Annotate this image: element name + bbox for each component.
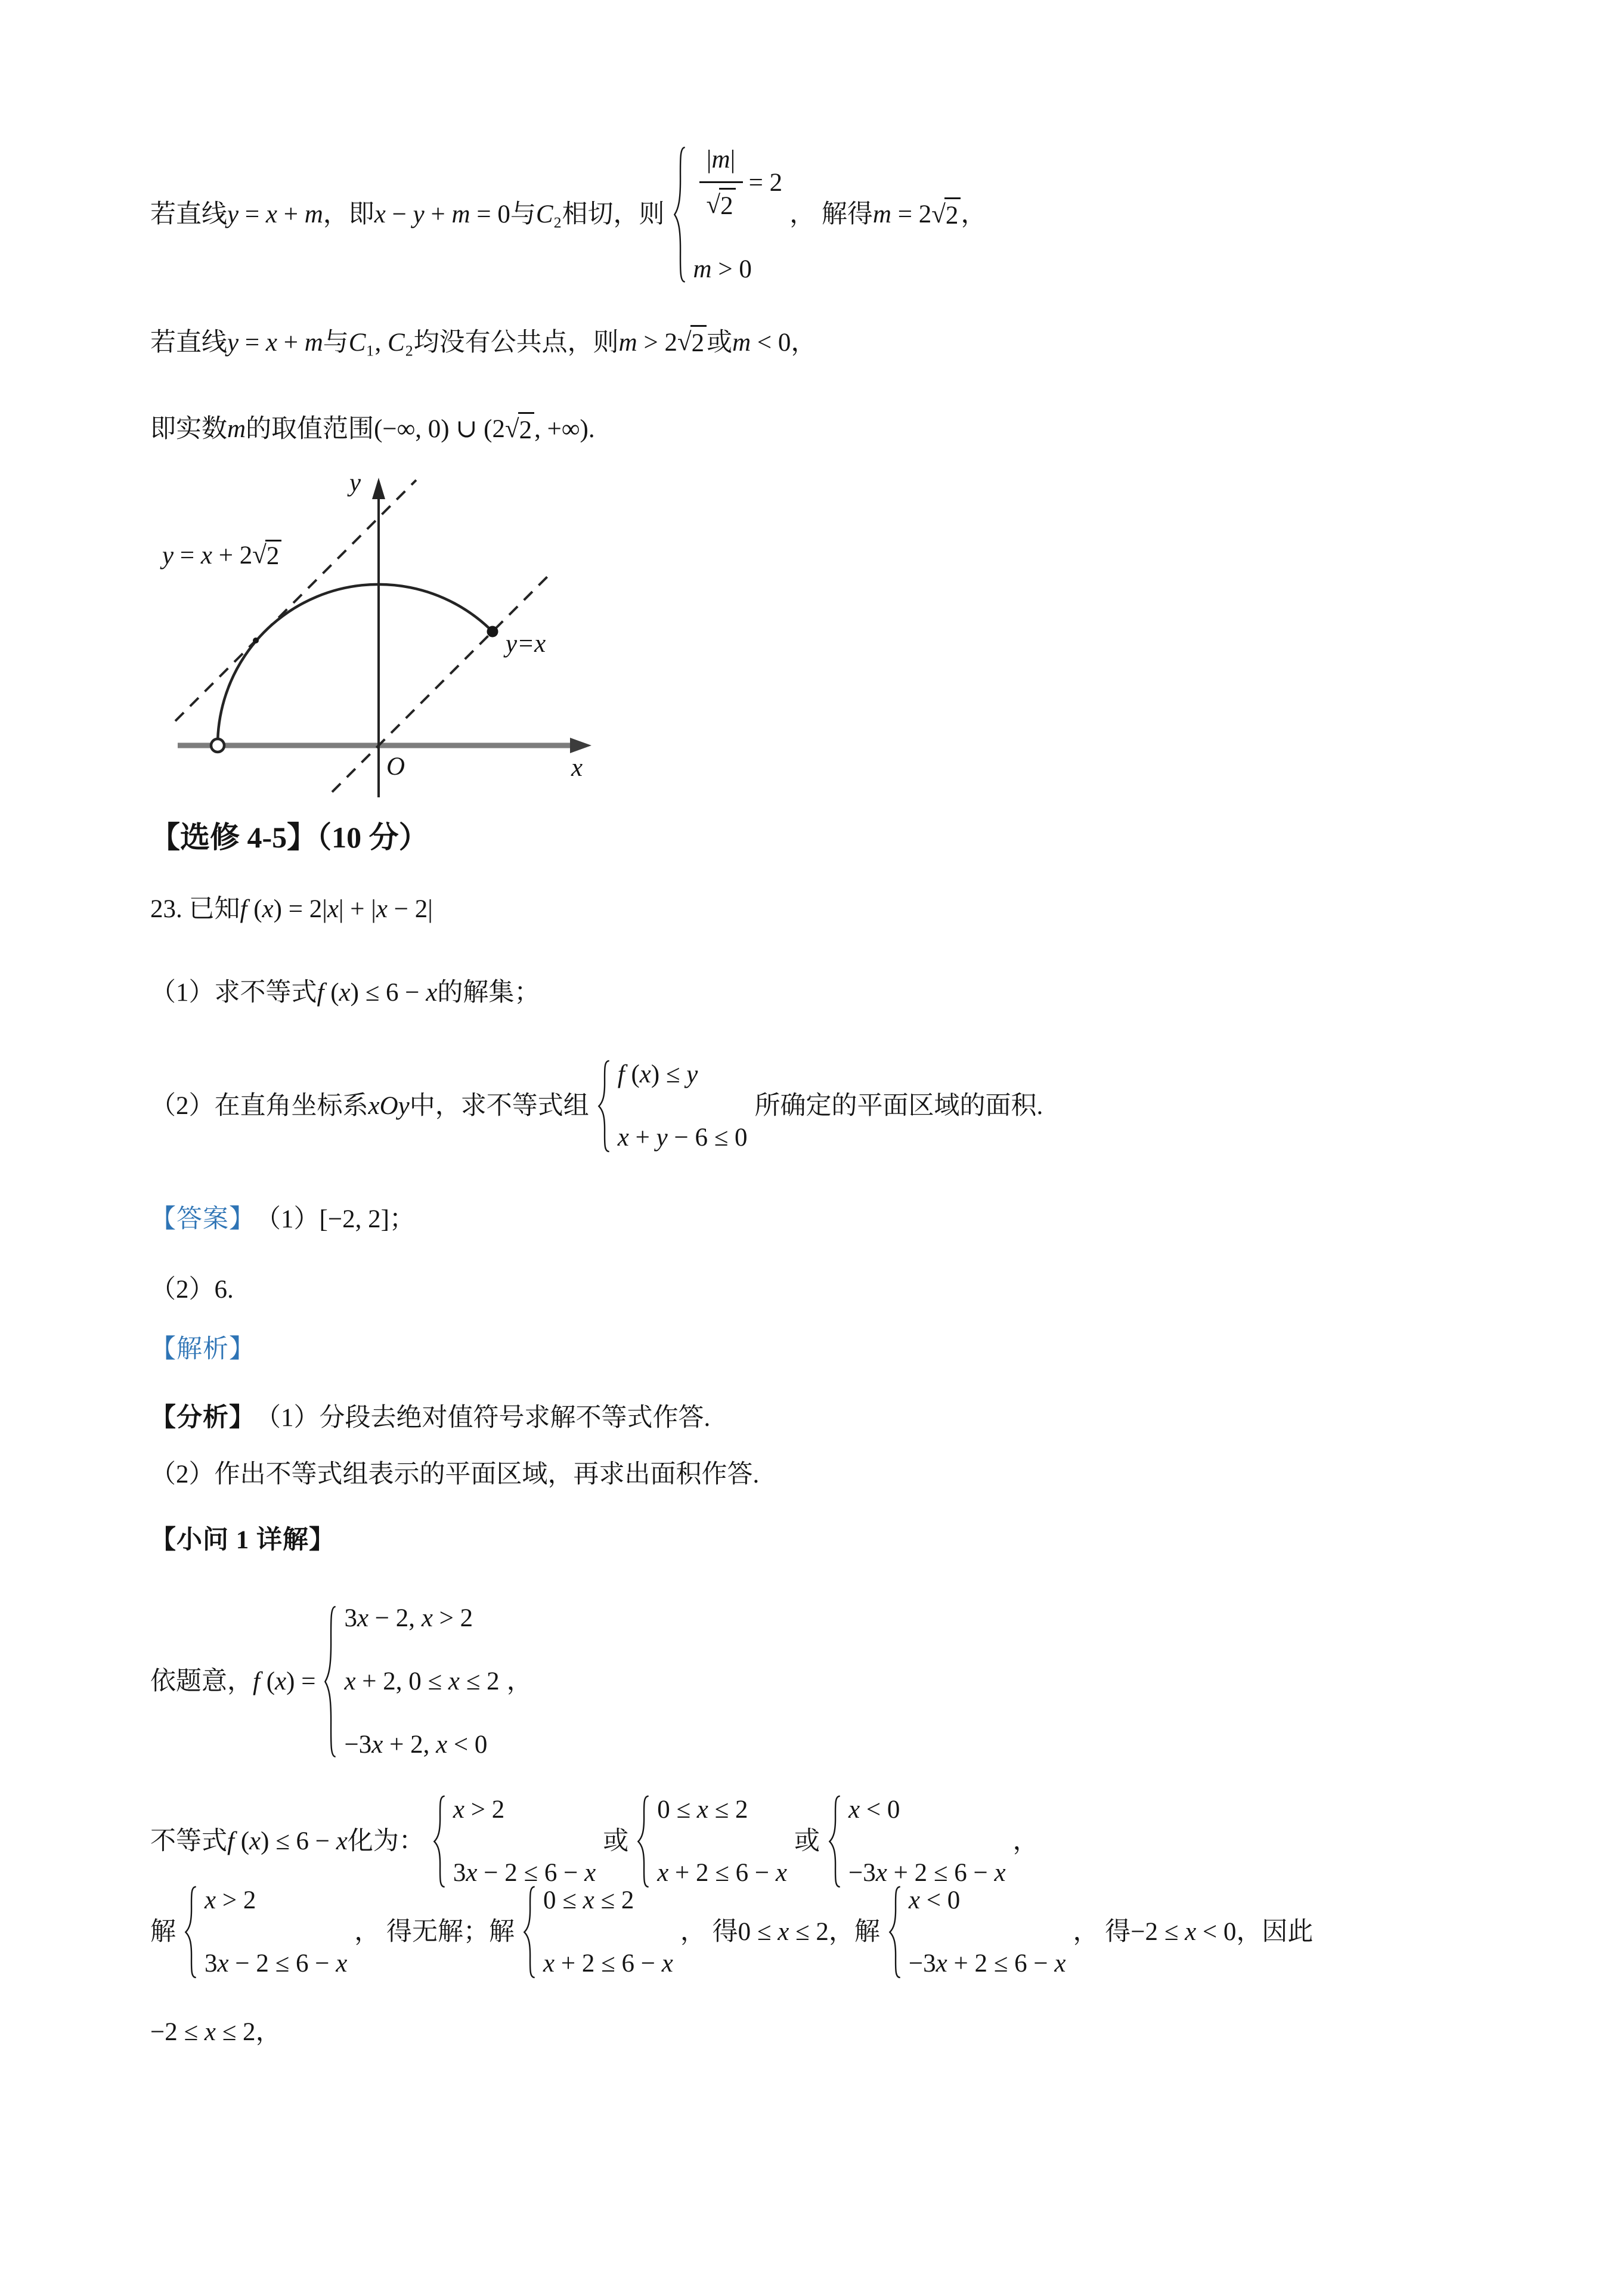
coordinate-figure	[137, 468, 602, 802]
piecewise-definition: 依题意， f (x) = 3x − 2, x > 2 x + 2, 0 ≤ x ≤ 2 −3x + 2, x < 0 ，	[150, 1604, 532, 1759]
question-23: 23. 已知 f (x) = 2|x| + |x − 2|	[150, 895, 433, 924]
paragraph-m-range: 即实数 m 的取值范围 (−∞, 0) ∪ (2 √ 2 , +∞) .	[150, 397, 595, 462]
section-header: 【选修 4-5】（10 分）	[150, 821, 429, 854]
closed-endpoint-dot	[487, 626, 498, 638]
conclusion-line: −2 ≤ x ≤ 2 ，	[150, 2018, 281, 2046]
answer-line1: 【答案】 （1） [−2, 2] ；	[150, 1205, 415, 1234]
subquestion1-detail-label: 【小问 1 详解】	[150, 1526, 335, 1554]
analysis-point2: （2）作出不等式组表示的平面区域，再求出面积作答.	[150, 1460, 760, 1489]
tangent-line-dashed	[175, 480, 416, 721]
origin-label: O	[386, 753, 405, 781]
paragraph-no-common-points: 若直线 y = x + m 与 C₁, C₂ 均没有公共点，则 m > 2 √ 2 或 m < 0 ，	[150, 325, 816, 360]
solve-systems: 解 x > 2 3x − 2 ≤ 6 − x ， 得无解；解 0 ≤ x ≤ 2 x + 2 ≤ 6 − x ， 得 0 ≤ x ≤ 2 ，解 x < 0 −3x + 2 ≤ 6 − x ， 得 −2 ≤ x < 0 ，因此	[150, 1886, 1314, 1978]
paragraph-tangent-condition: 若直线 y = x + m ，即 x − y + m = 0 与 C₂ 相切，则 |m| √ 2 = 2 m > 0 ， 解得 m = 2 √ 2 ，	[150, 146, 987, 283]
y-axis-arrow-icon	[372, 478, 385, 499]
open-endpoint-dot	[211, 739, 224, 752]
line-y-equals-x-dashed	[332, 574, 550, 792]
x-axis-arrow-icon	[570, 738, 591, 753]
tangency-dot	[253, 638, 259, 643]
semicircle-arc	[218, 584, 493, 745]
analysis-section-label: 【解析】	[150, 1335, 255, 1363]
inequality-transform: 不等式 f (x) ≤ 6 − x 化为： x > 2 3x − 2 ≤ 6 − x 或 0 ≤ x ≤ 2 x + 2 ≤ 6 − x 或 x < 0 −3x + 2 ≤ 6 − x ，	[150, 1795, 1039, 1887]
question-23-part1: （1）求不等式 f (x) ≤ 6 − x 的解集；	[150, 979, 540, 1007]
tangent-line-label: y = x + 2 √ 2	[162, 540, 281, 571]
line-yx-label: y=x	[506, 630, 546, 658]
x-axis-label: x	[571, 754, 583, 782]
question-23-part2: （2）在直角坐标系 xOy 中，求不等式组 f (x) ≤ y x + y − 6 ≤ 0 所确定的平面区域的面积.	[150, 1060, 1043, 1152]
answer-line2: （2）6.	[150, 1276, 234, 1304]
y-axis-label: y	[349, 469, 361, 497]
analysis-point1: 【分析】 （1）分段去绝对值符号求解不等式作答.	[150, 1404, 711, 1432]
